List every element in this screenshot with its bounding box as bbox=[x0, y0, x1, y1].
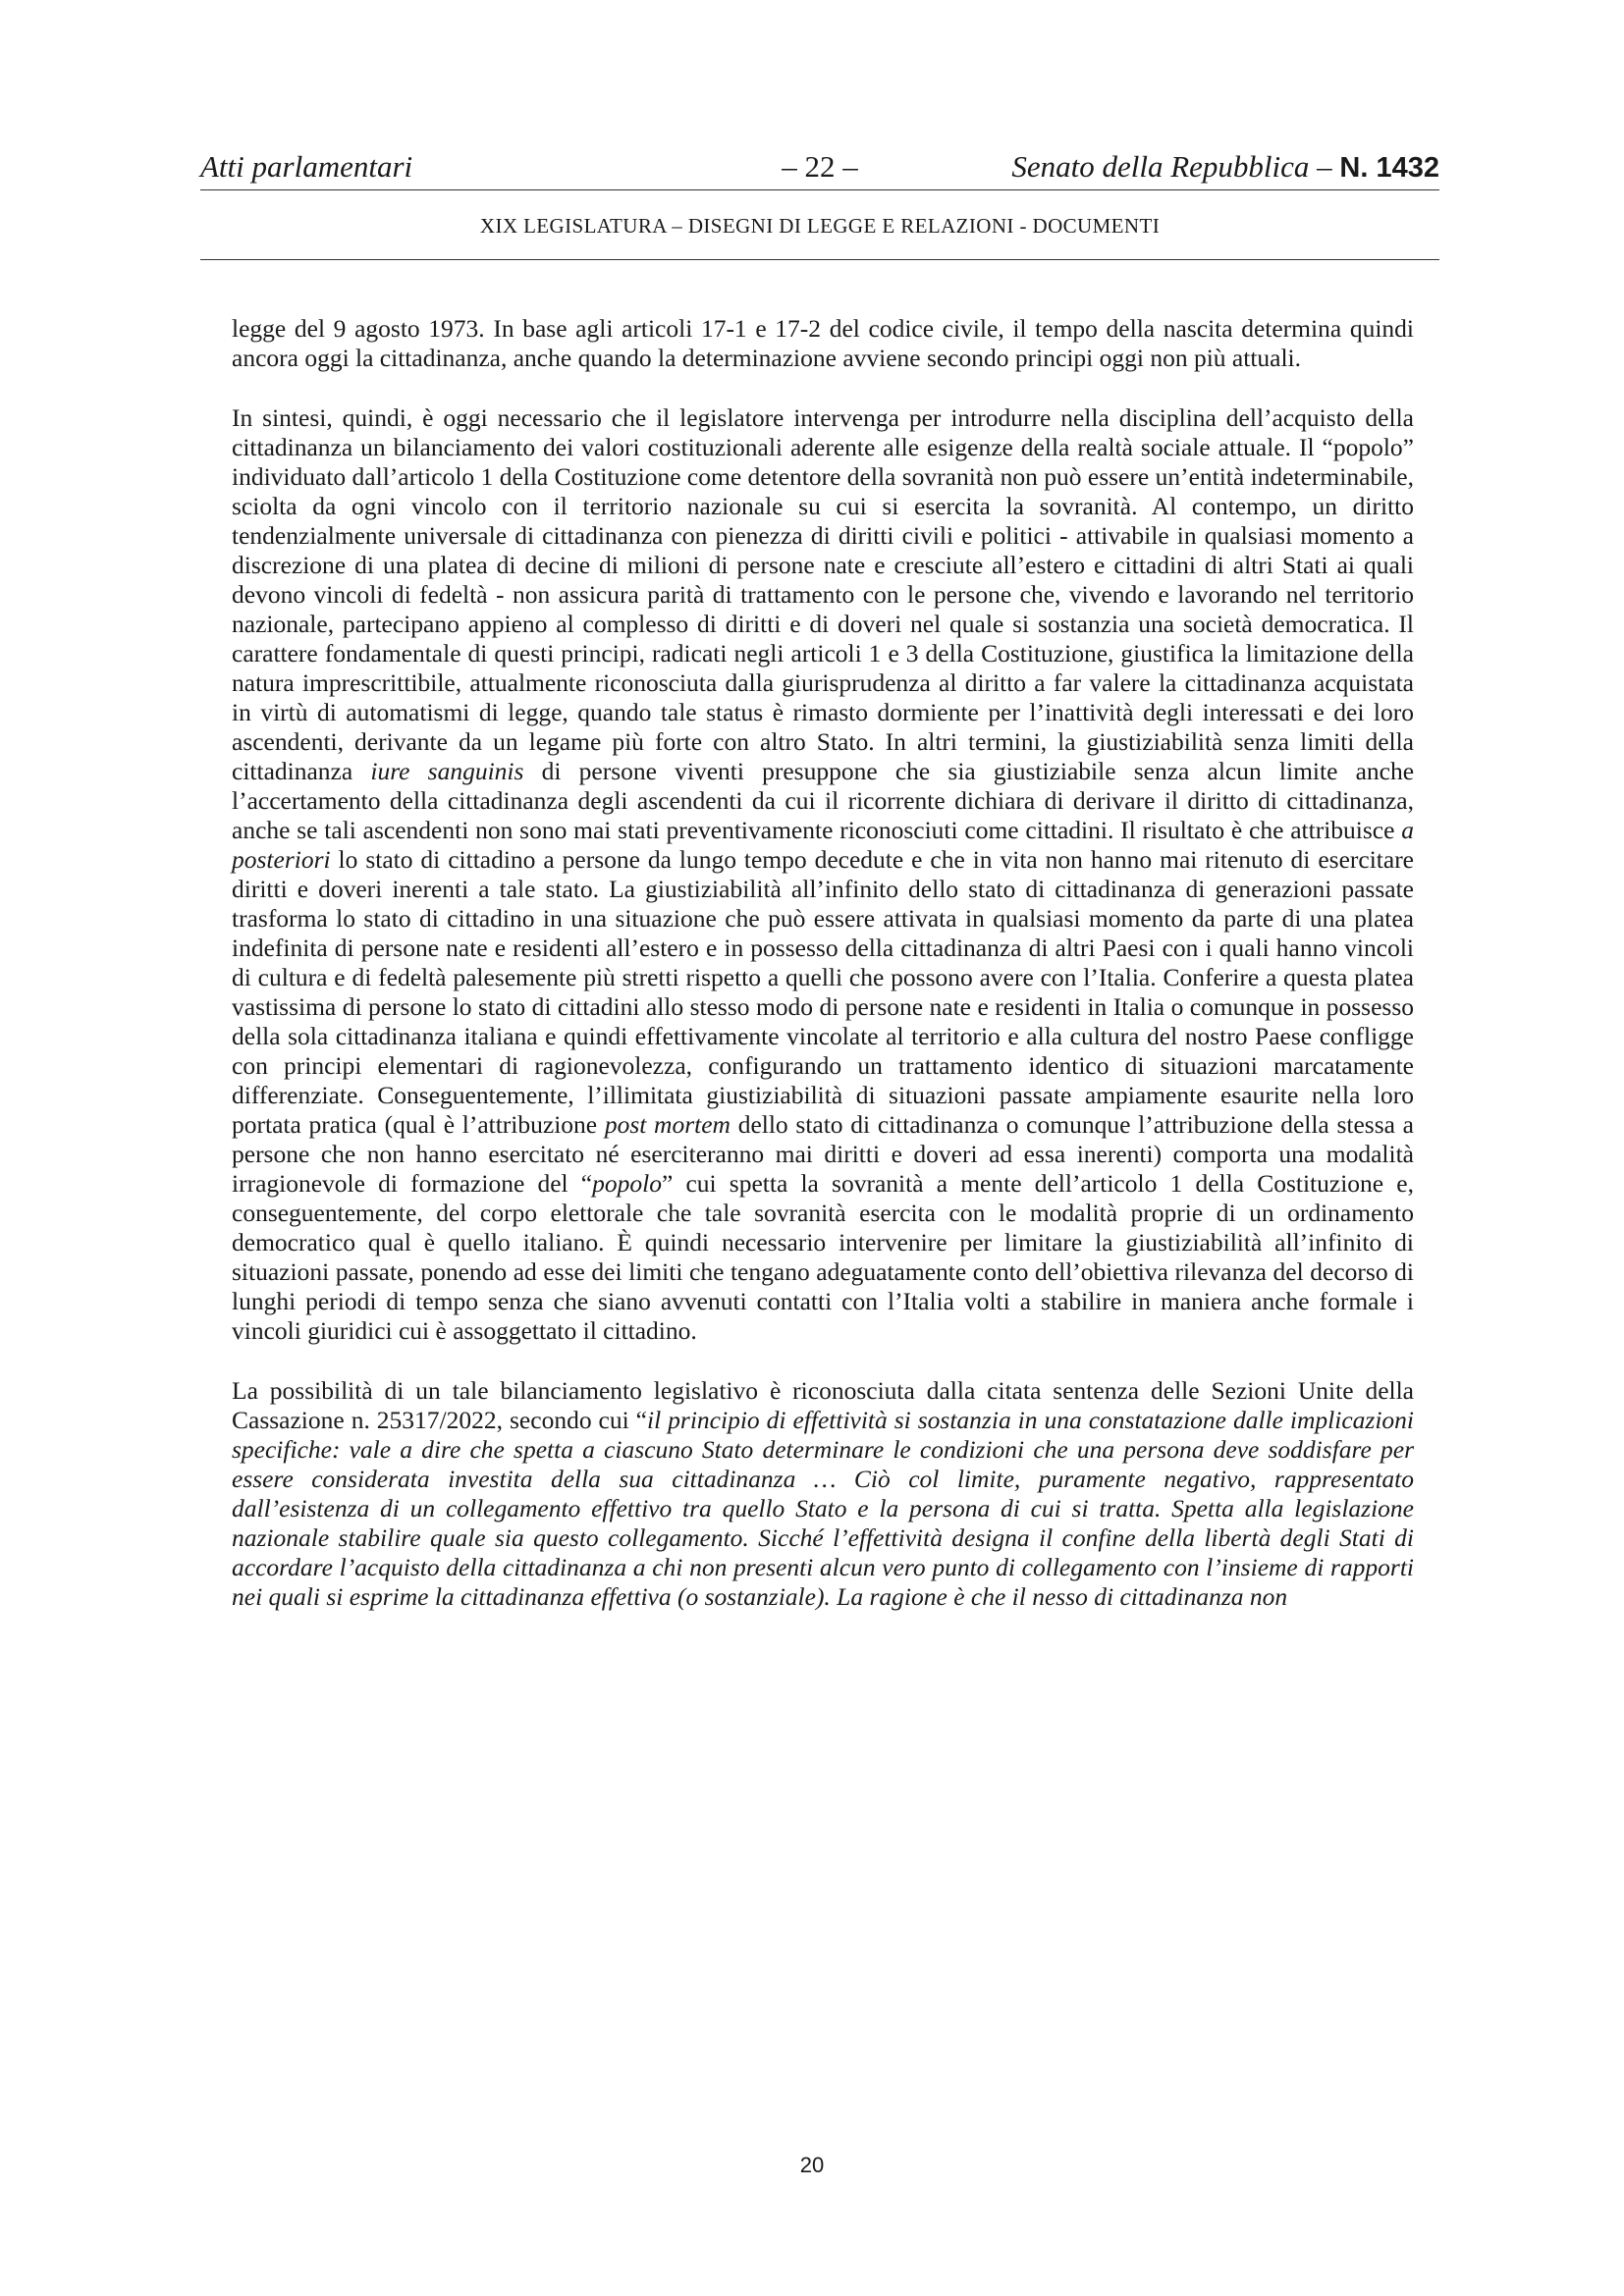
paragraph-2-text-d: dello stato di cittadinanza o comunque l’attribuzione della stessa a persone che non hanno esercitato né eserciteranno mai diritti e doveri ad essa inerenti) comporta una modalità irragionevole di formazione del “ bbox=[232, 1110, 1414, 1198]
header-rule-top bbox=[200, 189, 1439, 190]
paragraph-2-italic-2: a posteriori bbox=[232, 816, 1414, 874]
header-rule-bottom bbox=[200, 259, 1439, 260]
header-chamber-name: Senato della Repubblica – bbox=[1011, 149, 1332, 184]
paragraph-3 bbox=[232, 1376, 1414, 1612]
paragraph-1: legge del 9 agosto 1973. In base agli articoli 17-1 e 17-2 del codice civile, il tempo della nascita determina quindi ancora oggi la cittadinanza, anche quando la determinazione avviene secondo principi oggi non più attuali. bbox=[232, 314, 1414, 372]
footer-page-number: 20 bbox=[799, 2153, 825, 2177]
running-header bbox=[200, 149, 1439, 188]
paragraph-2-italic-3: post mortem bbox=[604, 1110, 731, 1139]
paragraph-2 bbox=[232, 403, 1414, 1346]
paragraph-2-italic-4: popolo bbox=[592, 1169, 662, 1198]
paragraph-2-italic-1: iure sanguinis bbox=[370, 757, 524, 785]
header-document-number: N. 1432 bbox=[1339, 152, 1439, 184]
header-chamber bbox=[1011, 149, 1439, 185]
header-subtitle: XIX LEGISLATURA – DISEGNI DI LEGGE E RELAZIONI - DOCUMENTI bbox=[479, 214, 1161, 238]
paragraph-2-text-e: ” cui spetta la sovranità a mente dell’articolo 1 della Costituzione e, conseguentemente, del corpo elettorale che tale sovranità esercita con le modalità proprie di un ordinamento democratico qual è quello italiano. È quindi necessario intervenire per limitare la giustiziabilità all’infinito di situazioni passate, ponendo ad esse dei limiti che tengano adeguatamente conto dell’obiettiva rilevanza del decorso di lunghi periodi di tempo senza che siano avvenuti contatti con l’Italia volti a stabilire in maniera anche formale i vincoli giuridici cui è assoggettato il cittadino. bbox=[232, 1169, 1414, 1345]
paragraph-2-text-b: di persone viventi presuppone che sia giustiziabile senza alcun limite anche l’accertamento della cittadinanza degli ascendenti da cui il ricorrente dichiara di derivare il diritto di cittadinanza, anche se tali ascendenti non sono mai stati preventivamente riconosciuti come cittadini. Il risultato è che attribuisce bbox=[232, 757, 1415, 844]
header-publication: Atti parlamentari bbox=[200, 149, 413, 184]
paragraph-3-text-a: La possibilità di un tale bilanciamento legislativo è riconosciuta dalla citata sentenza delle Sezioni Unite della Cassazione n. 25317/2022, secondo cui “ bbox=[232, 1376, 1414, 1434]
paragraph-3-italic-quote: il principio di effettività si sostanzia in una constatazione dalle implicazioni specifiche: vale a dire che spetta a ciascuno Stato determinare le condizioni che una persona deve soddisfare per essere considerata investita della sua cittadinanza … Ciò col limite, puramente negativo, rappresentato dall’esistenza di un collegamento effettivo tra quello Stato e la persona di cui si tratta. Spetta alla legislazione nazionale stabilire quale sia questo collegamento. Sicché l’effettività designa il confine della libertà degli Stati di accordare l’acquisto della cittadinanza a chi non presenti alcun vero punto di collegamento con l’insieme di rapporti nei quali si esprime la cittadinanza effettiva (o sostanziale). La ragione è che il nesso di cittadinanza non bbox=[232, 1406, 1415, 1611]
header-page-number: – 22 – bbox=[782, 149, 858, 184]
paragraph-2-text-c: lo stato di cittadino a persone da lungo tempo decedute e che in vita non hanno mai ritenuto di esercitare diritti e doveri inerenti a tale stato. La giustiziabilità all’infinito dello stato di cittadinanza di generazioni passate trasforma lo stato di cittadino in una situazione che può essere attivata in qualsiasi momento da parte di una platea indefinita di persone nate e residenti all’estero e in possesso della cittadinanza di altri Paesi con i quali hanno vincoli di cultura e di fedeltà palesemente più stretti rispetto a quelli che possono avere con l’Italia. Conferire a questa platea vastissima di persone lo stato di cittadini allo stesso modo di persone nate e residenti in Italia o comunque in possesso della sola cittadinanza italiana e quindi effettivamente vincolate al territorio e alla cultura del nostro Paese confligge con principi elementari di ragionevolezza, configurando un trattamento identico di situazioni marcatamente differenziate. Conseguentemente, l’illimitata giustiziabilità di situazioni passate ampiamente esaurite nella loro portata pratica (qual è l’attribuzione bbox=[232, 845, 1415, 1139]
document-body bbox=[232, 314, 1414, 1642]
paragraph-2-text-a: In sintesi, quindi, è oggi necessario che il legislatore intervenga per introdurre nella disciplina dell’acquisto della cittadinanza un bilanciamento dei valori costituzionali aderente alle esigenze della realtà sociale attuale. Il “popolo” individuato dall’articolo 1 della Costituzione come detentore della sovranità non può essere un’entità indeterminabile, sciolta da ogni vincolo con il territorio nazionale su cui si esercita la sovranità. Al contempo, un diritto tendenzialmente universale di cittadinanza con pienezza di diritti civili e politici - attivabile in qualsiasi momento a discrezione di una platea di decine di milioni di persone nate e cresciute all’estero e cittadini di altri Stati ai quali devono vincoli di fedeltà - non assicura parità di trattamento con le persone che, vivendo e lavorando nel territorio nazionale, partecipano appieno al complesso di diritti e di doveri nel quale si sostanzia una società democratica. Il carattere fondamentale di questi principi, radicati negli articoli 1 e 3 della Costituzione, giustifica la limitazione della natura imprescrittibile, attualmente riconosciuta dalla giurisprudenza al diritto a far valere la cittadinanza acquistata in virtù di automatismi di legge, quando tale status è rimasto dormiente per l’inattività degli interessati e dei loro ascendenti, derivante da un legame più forte con altro Stato. In altri termini, la giustiziabilità senza limiti della cittadinanza bbox=[232, 403, 1414, 785]
